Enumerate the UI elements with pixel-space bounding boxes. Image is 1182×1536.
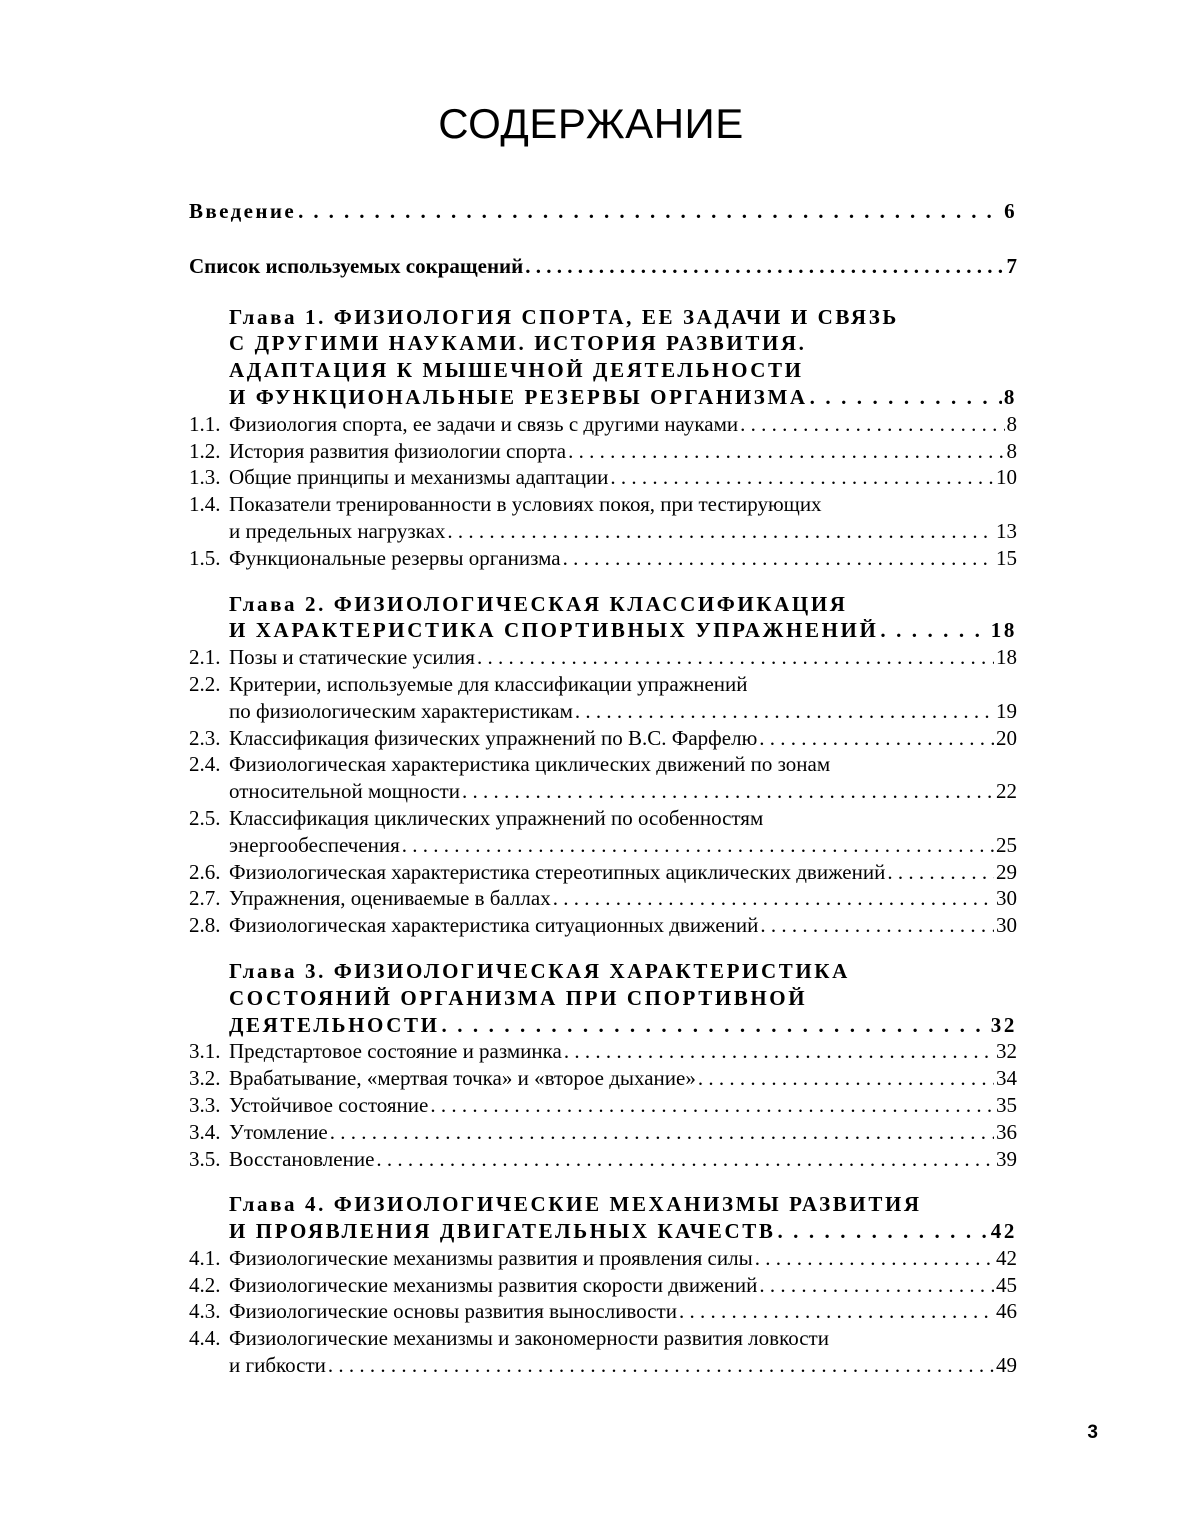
dot-leader [477,644,994,671]
section-number: 3.2. [189,1066,221,1091]
section-title: относительной мощности [229,779,460,804]
section-page: 25 [996,832,1017,857]
section-title: Врабатывание, «мертвая точка» и «второе дыхание» [229,1066,696,1091]
section-title: Позы и статические усилия [229,645,475,670]
chapter-heading-text: Глава 1. ФИЗИОЛОГИЯ СПОРТА, ЕЕ ЗАДАЧИ И СВЯЗЬ [229,304,899,329]
toc-section[interactable] [189,464,1017,491]
section-page: 46 [996,1299,1017,1324]
section-title: История развития физиологии спорта [229,438,567,463]
dot-leader [430,1092,994,1119]
dot-leader [330,1119,994,1146]
chapter-heading-line [189,958,1017,985]
section-page: 36 [996,1119,1017,1144]
chapter-heading-line [189,304,1017,331]
toc-section[interactable] [189,805,1017,832]
toc-section[interactable] [189,912,1017,939]
dot-leader [760,912,994,939]
toc-intro[interactable] [189,198,1017,225]
chapter-heading-text: И ХАРАКТЕРИСТИКА СПОРТИВНЫХ УПРАЖНЕНИЙ [229,618,879,643]
page-number: 3 [1087,1422,1098,1443]
toc-section[interactable] [189,778,1017,805]
dot-leader [777,1218,988,1245]
section-page: 49 [996,1353,1017,1378]
section-title: Физиологическая характеристика ситуационных движений [229,913,759,938]
dot-leader [759,725,994,752]
section-page: 8 [1006,411,1017,436]
section-title: Физиологические механизмы развития и проявления силы [229,1245,753,1270]
toc-section[interactable] [189,885,1017,912]
dot-leader [402,832,994,859]
chapter-page: 8 [1003,384,1017,409]
section-page: 39 [996,1146,1017,1171]
section-number: 4.3. [189,1299,221,1324]
section-number: 3.5. [189,1146,221,1171]
section-title: Физиологические основы развития выносливости [229,1299,677,1324]
dot-leader [679,1298,994,1325]
section-page: 45 [996,1272,1017,1297]
toc-section[interactable] [189,671,1017,698]
section-title: Предстартовое состояние и разминка [229,1039,562,1064]
dot-leader [755,1245,994,1272]
toc-section[interactable] [189,1065,1017,1092]
dot-leader [525,253,1004,280]
section-page: 15 [996,545,1017,570]
section-title: и предельных нагрузках [229,518,446,543]
chapter-heading-text: Глава 4. ФИЗИОЛОГИЧЕСКИЕ МЕХАНИЗМЫ РАЗВИТИЯ [229,1192,922,1217]
dot-leader [568,438,1004,465]
chapter-heading-text: АДАПТАЦИЯ К МЫШЕЧНОЙ ДЕЯТЕЛЬНОСТИ [229,358,804,383]
section-number: 1.5. [189,545,221,570]
chapter-heading-text: СОСТОЯНИЙ ОРГАНИЗМА ПРИ СПОРТИВНОЙ [229,985,808,1010]
section-title: Общие принципы и механизмы адаптации [229,465,609,490]
section-number: 4.1. [189,1245,221,1270]
toc-intro-page: 6 [1004,199,1017,223]
dot-leader [880,617,988,644]
section-page: 29 [996,859,1017,884]
dot-leader [462,778,994,805]
section-title: Физиология спорта, ее задачи и связь с другими науками [229,411,739,436]
toc-section[interactable] [189,725,1017,752]
dot-leader [610,464,994,491]
toc-abbreviations[interactable] [189,253,1017,280]
dot-leader [328,1352,994,1379]
toc-section[interactable] [189,491,1017,518]
dot-leader [447,518,994,545]
chapter-page: 42 [990,1219,1017,1244]
dot-leader [740,411,1004,438]
section-page: 10 [996,465,1017,490]
dot-leader [810,384,1002,411]
chapter-heading-line [189,591,1017,618]
section-number: 2.5. [189,805,221,830]
section-title: Классификация циклических упражнений по особенностям [229,805,764,830]
section-page: 19 [996,698,1017,723]
chapter-heading-line [189,357,1017,384]
section-number: 1.2. [189,438,221,463]
section-number: 4.2. [189,1272,221,1297]
chapter-heading-text: ДЕЯТЕЛЬНОСТИ [229,1012,440,1037]
toc-section[interactable] [189,1038,1017,1065]
chapter-heading-line [189,330,1017,357]
section-title: Физиологическая характеристика стереотипных ациклических движений [229,859,886,884]
toc-section[interactable] [189,1245,1017,1272]
section-title: Упражнения, оцениваемые в баллах [229,886,551,911]
section-number: 1.4. [189,492,221,517]
chapter-heading-text: Глава 3. ФИЗИОЛОГИЧЕСКАЯ ХАРАКТЕРИСТИКА [229,958,850,983]
section-page: 13 [996,518,1017,543]
toc-section[interactable] [189,1272,1017,1299]
section-number: 3.3. [189,1092,221,1117]
chapter-heading-text: И ФУНКЦИОНАЛЬНЫЕ РЕЗЕРВЫ ОРГАНИЗМА [229,384,808,409]
section-title: Функциональные резервы организма [229,545,561,570]
section-page: 18 [996,645,1017,670]
section-number: 2.1. [189,645,221,670]
dot-leader [553,885,994,912]
section-title: Физиологические механизмы и закономерности развития ловкости [229,1326,829,1351]
section-title: энергообеспечения [229,832,400,857]
section-title: Физиологические механизмы развития скорости движений [229,1272,758,1297]
dot-leader [376,1146,994,1173]
chapter-page: 32 [990,1012,1017,1037]
section-number: 2.2. [189,671,221,696]
section-title: по физиологическим характеристикам [229,698,573,723]
section-page: 34 [996,1066,1017,1091]
toc-section[interactable] [189,518,1017,545]
toc-abbreviations-label: Список используемых сокращений [189,253,524,278]
section-page: 30 [996,886,1017,911]
toc-section[interactable] [189,1092,1017,1119]
chapter-heading-line [189,1191,1017,1218]
section-number: 4.4. [189,1326,221,1351]
section-number: 2.6. [189,859,221,884]
chapter-page: 18 [990,618,1017,643]
toc-section[interactable] [189,751,1017,778]
section-title: и гибкости [229,1353,326,1378]
section-number: 2.8. [189,913,221,938]
section-title: Критерии, используемые для классификации упражнений [229,671,748,696]
section-page: 20 [996,725,1017,750]
toc-abbreviations-page: 7 [1006,253,1017,278]
dot-leader [442,1012,989,1039]
chapter-heading-line[interactable] [189,617,1017,644]
chapter-list [189,280,1017,1379]
section-page: 22 [996,779,1017,804]
section-title: Утомление [229,1119,328,1144]
section-number: 3.4. [189,1119,221,1144]
chapter-heading-line[interactable] [189,384,1017,411]
section-title: Физиологическая характеристика циклических движений по зонам [229,752,831,777]
chapter-heading-line[interactable] [189,1012,1017,1039]
section-title: Восстановление [229,1146,375,1171]
toc-section[interactable] [189,438,1017,465]
section-number: 1.1. [189,411,221,436]
dot-leader [575,698,994,725]
dot-leader [564,1038,994,1065]
chapter-heading-text: С ДРУГИМИ НАУКАМИ. ИСТОРИЯ РАЗВИТИЯ. [229,331,807,356]
chapter-heading-line[interactable] [189,1218,1017,1245]
table-of-contents [189,198,1017,1379]
chapter-heading-text: Глава 2. ФИЗИОЛОГИЧЕСКАЯ КЛАССИФИКАЦИЯ [229,591,848,616]
section-page: 8 [1006,438,1017,463]
page-title: СОДЕРЖАНИЕ [438,100,744,147]
toc-section[interactable] [189,644,1017,671]
chapter-heading-text: И ПРОЯВЛЕНИЯ ДВИГАТЕЛЬНЫХ КАЧЕСТВ [229,1219,776,1244]
dot-leader [563,545,994,572]
section-number: 3.1. [189,1039,221,1064]
section-page: 30 [996,913,1017,938]
section-number: 2.3. [189,725,221,750]
dot-leader [759,1272,994,1299]
toc-section[interactable] [189,698,1017,725]
section-page: 42 [996,1245,1017,1270]
dot-leader [698,1065,994,1092]
toc-section[interactable] [189,1325,1017,1352]
section-number: 2.7. [189,886,221,911]
chapter-heading-line [189,985,1017,1012]
dot-leader [887,859,994,886]
toc-section[interactable] [189,1298,1017,1325]
toc-section[interactable] [189,1352,1017,1379]
section-number: 2.4. [189,752,221,777]
section-page: 35 [996,1092,1017,1117]
toc-section[interactable] [189,832,1017,859]
toc-intro-label: Введение [189,199,297,223]
section-title: Показатели тренированности в условиях покоя, при тестирующих [229,492,822,517]
section-title: Устойчивое состояние [229,1092,429,1117]
section-page: 32 [996,1039,1017,1064]
toc-section[interactable] [189,1119,1017,1146]
section-number: 1.3. [189,465,221,490]
section-title: Классификация физических упражнений по В.С. Фарфелю [229,725,758,750]
toc-section[interactable] [189,411,1017,438]
toc-section[interactable] [189,859,1017,886]
toc-section[interactable] [189,545,1017,572]
toc-section[interactable] [189,1146,1017,1173]
dot-leader [298,198,1002,225]
